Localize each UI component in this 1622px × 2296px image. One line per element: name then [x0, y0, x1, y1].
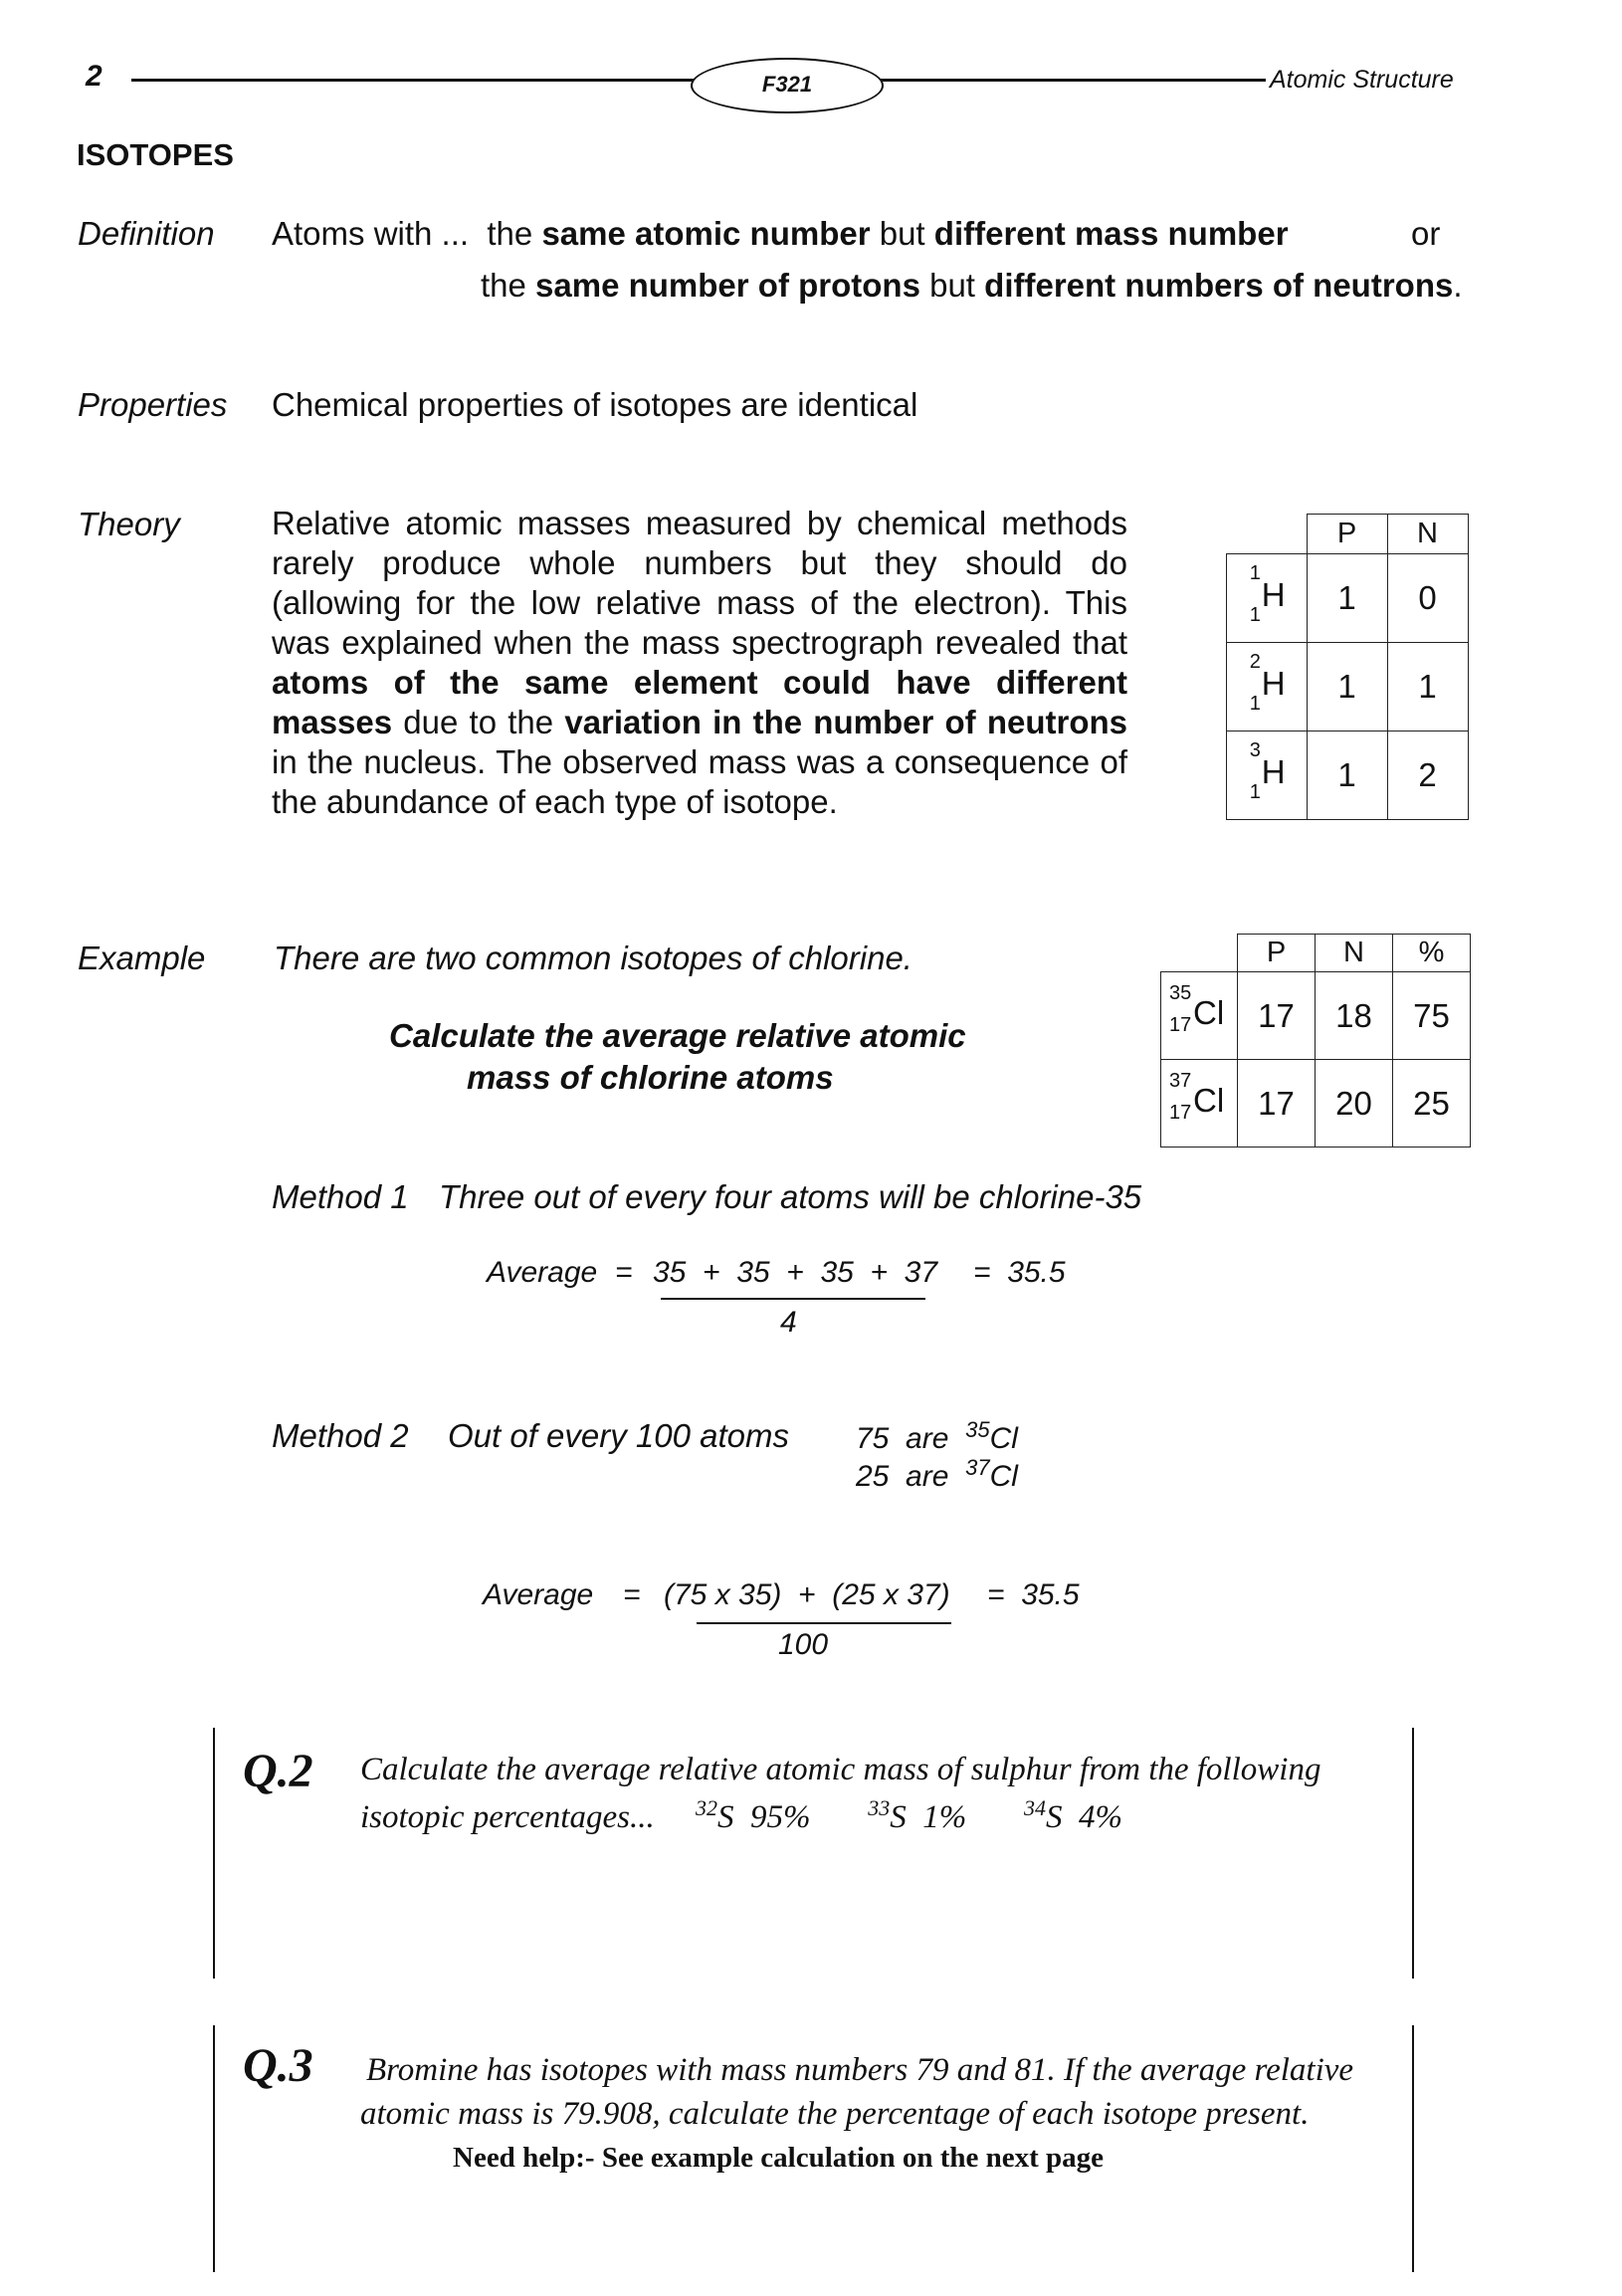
nuclide-symbol: 2 1 H: [1249, 651, 1286, 715]
q3-line2: atomic mass is 79.908, calculate the percentage of each isotope present.: [360, 2096, 1310, 2132]
table-header: N: [1316, 935, 1393, 972]
table-header: %: [1393, 935, 1471, 972]
q2-line2: isotopic percentages... $^{32}$S 95% $^{33}$S 1% $^{34}$S 4%: [360, 1795, 1122, 1835]
q2-label: Q.2: [243, 1745, 313, 1797]
page-number: 2: [86, 60, 102, 93]
method2-line1: 75 are $^{35}$Cl: [856, 1417, 1018, 1455]
method2-text: Out of every 100 atoms: [448, 1417, 790, 1454]
q3-right-border: [1412, 2025, 1414, 2272]
method2-label: Method 2: [272, 1417, 409, 1454]
chlorine-isotope-table: [1160, 934, 1471, 1148]
nuclide-symbol: 1 1 H: [1249, 562, 1286, 626]
q2-right-border: [1412, 1728, 1414, 1979]
hydrogen-isotope-table: [1226, 514, 1469, 820]
method1-average-label: Average: [487, 1256, 598, 1289]
nuclide-symbol: 3 1 H: [1249, 739, 1286, 803]
method2-average-label: Average: [483, 1578, 594, 1611]
table-row: 3 1 H 1 2: [1227, 731, 1469, 820]
method1-label: Method 1: [272, 1178, 409, 1215]
method1-result: = 35.5: [973, 1256, 1066, 1289]
q2-line1: Calculate the average relative atomic mass of sulphur from the following: [360, 1752, 1321, 1787]
q3-label: Q.3: [243, 2039, 313, 2092]
page-title: ISOTOPES: [77, 137, 234, 172]
table-row: 35 17 Cl 17 18 75: [1161, 972, 1471, 1060]
header-topic: Atomic Structure: [1270, 66, 1454, 94]
method2-fraction-bar: [697, 1622, 951, 1624]
nuclide-symbol: 37 17 Cl: [1169, 1070, 1225, 1124]
table-header: P: [1307, 515, 1387, 554]
header-code: F321: [761, 72, 813, 97]
example-intro: There are two common isotopes of chlorine.: [274, 939, 912, 976]
q2-left-border: [213, 1728, 215, 1979]
q3-line1: Bromine has isotopes with mass numbers 79 and 81. If the average relative: [366, 2052, 1354, 2088]
table-header: P: [1238, 935, 1316, 972]
nuclide-symbol: 35 17 Cl: [1169, 982, 1225, 1036]
method1-equals: =: [615, 1256, 633, 1289]
method1-denominator: 4: [780, 1306, 797, 1339]
method2-result: = 35.5: [987, 1578, 1080, 1611]
method1-text: Three out of every four atoms will be chlorine-35: [439, 1178, 1142, 1215]
q3-help: Need help:- See example calculation on the next page: [453, 2142, 1105, 2174]
table-row: 2 1 H 1 1: [1227, 643, 1469, 731]
table-header: N: [1387, 515, 1468, 554]
properties-label: Properties: [78, 386, 228, 423]
definition-line2: the same number of protons but different numbers of neutrons.: [481, 267, 1463, 304]
method1-fraction-bar: [661, 1298, 925, 1300]
definition-label: Definition: [78, 215, 215, 252]
table-row: 1 1 H 1 0: [1227, 554, 1469, 643]
method2-denominator: 100: [778, 1628, 829, 1661]
example-task-line2: mass of chlorine atoms: [467, 1059, 834, 1096]
method2-numerator: (75 x 35) + (25 x 37): [664, 1578, 950, 1611]
example-label: Example: [78, 939, 206, 976]
definition-line1: Atoms with ... the same atomic number but different mass number: [272, 215, 1289, 252]
example-task-line1: Calculate the average relative atomic: [389, 1017, 966, 1054]
properties-text: Chemical properties of isotopes are identical: [272, 386, 918, 423]
method2-line2: 25 are $^{37}$Cl: [856, 1455, 1018, 1493]
definition-or: or: [1411, 215, 1441, 252]
q3-left-border: [213, 2025, 215, 2272]
theory-text: Relative atomic masses measured by chemical methods rarely produce whole numbers but they should do (allowing for the low relative mass of the electron). This was explained when the mass spectrograph revealed that atoms of the same element could have different masses due to the variation in the number of neutrons in the nucleus. The observed mass was a consequence of the abundance of each type of isotope.: [272, 505, 1127, 820]
method1-numerator: 35 + 35 + 35 + 37: [653, 1256, 938, 1289]
theory-label: Theory: [78, 506, 180, 542]
table-row: 37 17 Cl 17 20 25: [1161, 1060, 1471, 1148]
method2-equals: =: [623, 1578, 641, 1611]
